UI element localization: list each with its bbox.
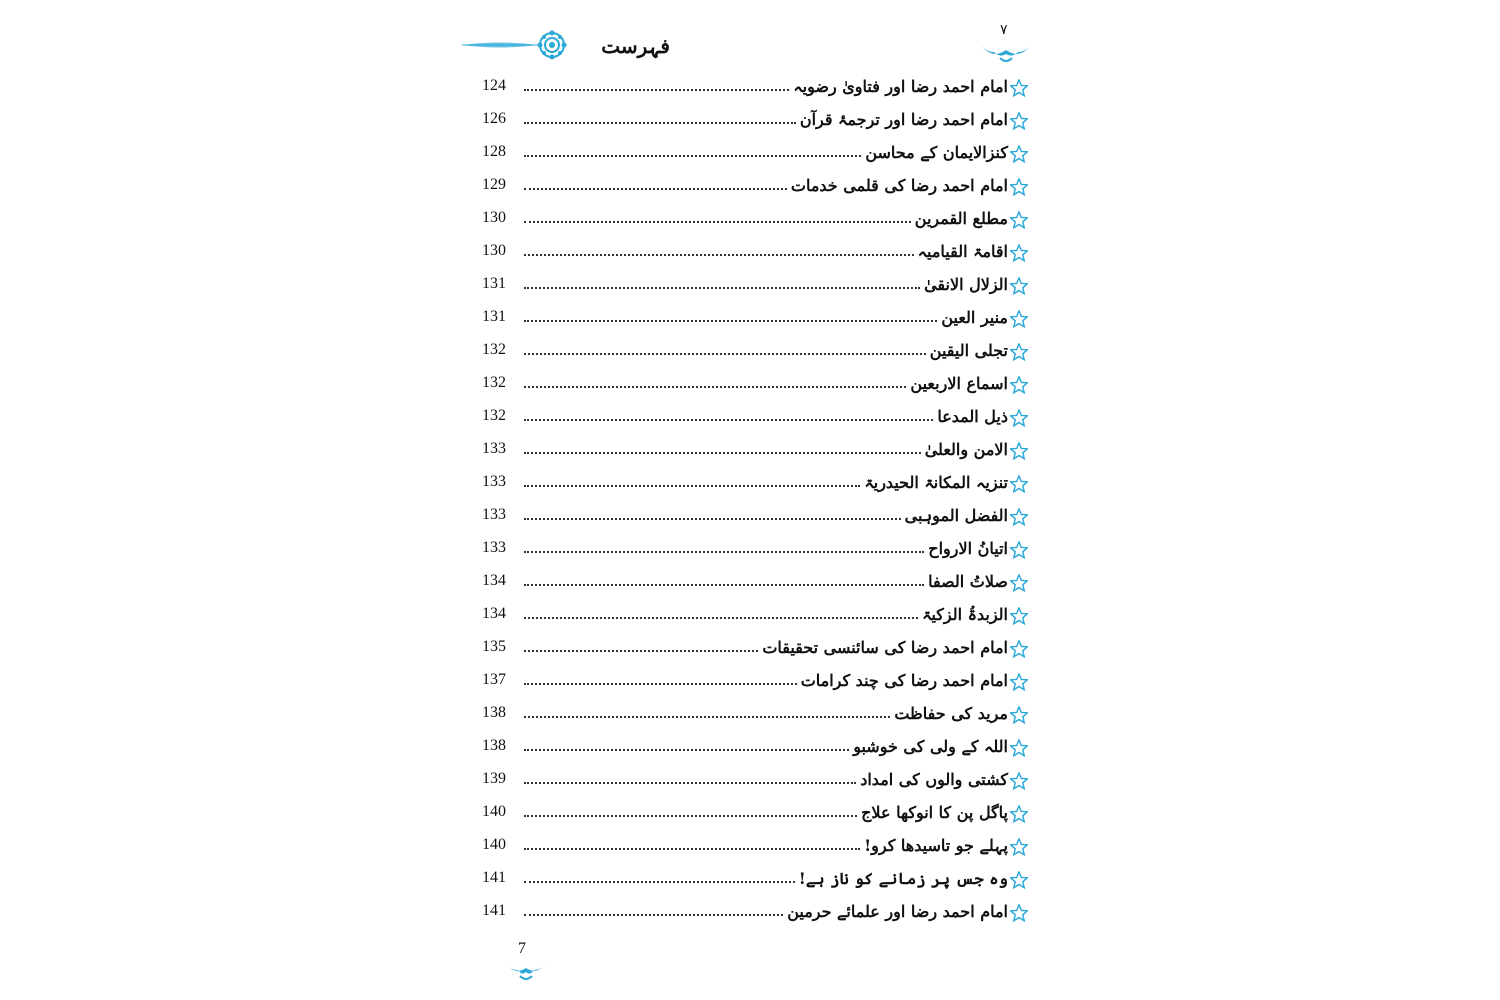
star-icon bbox=[1010, 310, 1028, 328]
toc-entry[interactable] bbox=[460, 735, 1040, 768]
leader-dots bbox=[524, 716, 890, 718]
leader-dots bbox=[524, 254, 914, 256]
leader-dots bbox=[524, 320, 937, 322]
star-icon bbox=[1010, 904, 1028, 922]
leader-dots bbox=[524, 419, 933, 421]
star-icon bbox=[1010, 838, 1028, 856]
footer-ornament-icon bbox=[504, 958, 548, 982]
toc-entry[interactable] bbox=[460, 438, 1040, 471]
toc-entry[interactable] bbox=[460, 174, 1040, 207]
toc-entry[interactable] bbox=[460, 141, 1040, 174]
toc-entry-page: 132 bbox=[482, 341, 506, 358]
toc-entry[interactable] bbox=[460, 240, 1040, 273]
toc-entry[interactable] bbox=[460, 75, 1040, 108]
toc-entry[interactable] bbox=[460, 867, 1040, 900]
toc-entry-title: الفضل الموہبی bbox=[904, 506, 1008, 525]
star-icon bbox=[1010, 739, 1028, 757]
toc-entry[interactable] bbox=[460, 834, 1040, 867]
toc-entry-title: پاگل پن کا انوکھا علاج bbox=[861, 803, 1008, 822]
toc-entry-page: 133 bbox=[482, 539, 506, 556]
star-icon bbox=[1010, 442, 1028, 460]
toc-entry-title: اتیانُ الارواح bbox=[928, 539, 1008, 558]
star-icon bbox=[1010, 772, 1028, 790]
toc-entry-page: 128 bbox=[482, 143, 506, 160]
toc-entry-title: مرید کی حفاظت bbox=[894, 704, 1008, 723]
toc-entry-title: تجلی الیقین bbox=[929, 341, 1008, 360]
leader-dots bbox=[524, 815, 857, 817]
toc-entry-page: 131 bbox=[482, 308, 506, 325]
toc-entry-page: 137 bbox=[482, 671, 506, 688]
leader-dots bbox=[524, 881, 795, 883]
toc-entry[interactable] bbox=[460, 471, 1040, 504]
star-icon bbox=[1010, 574, 1028, 592]
toc-entry-page: 134 bbox=[482, 572, 506, 589]
star-icon bbox=[1010, 541, 1028, 559]
toc-entry-page: 134 bbox=[482, 605, 506, 622]
leader-dots bbox=[524, 551, 924, 553]
toc-entry[interactable] bbox=[460, 108, 1040, 141]
leader-dots bbox=[524, 518, 901, 520]
toc-entry[interactable] bbox=[460, 900, 1040, 933]
toc-entry[interactable] bbox=[460, 504, 1040, 537]
star-icon bbox=[1010, 211, 1028, 229]
toc-entry-page: 133 bbox=[482, 440, 506, 457]
toc-entry-page: 139 bbox=[482, 770, 506, 787]
leader-dots bbox=[524, 848, 860, 850]
page-title: فہرست bbox=[601, 34, 670, 58]
star-icon bbox=[1010, 673, 1028, 691]
toc-entry-title: صلاتُ الصفا bbox=[928, 572, 1008, 591]
star-icon bbox=[1010, 409, 1028, 427]
leader-dots bbox=[524, 749, 849, 751]
leader-dots bbox=[524, 122, 796, 124]
star-icon bbox=[1010, 145, 1028, 163]
leader-dots bbox=[524, 287, 920, 289]
leader-dots bbox=[524, 155, 861, 157]
toc-entry-title: تنزیہ المکانۃ الحیدریۃ bbox=[864, 473, 1008, 492]
star-icon bbox=[1010, 178, 1028, 196]
leader-dots bbox=[524, 782, 856, 784]
toc-entry[interactable] bbox=[460, 636, 1040, 669]
book-page bbox=[460, 20, 1040, 990]
toc-entry-page: 131 bbox=[482, 275, 506, 292]
leader-dots bbox=[524, 914, 783, 916]
toc-entry-title: وہ جس پر زمانے کو ناز ہے! bbox=[798, 869, 1008, 888]
toc-entry-page: 141 bbox=[482, 869, 506, 886]
toc-entry-title: پہلے جو تاسیدھا کرو! bbox=[864, 836, 1008, 855]
toc-entry-page: 126 bbox=[482, 110, 506, 127]
leader-dots bbox=[524, 683, 797, 685]
toc-entry-title: کشتی والوں کی امداد bbox=[860, 770, 1008, 789]
toc-entry-page: 138 bbox=[482, 704, 506, 721]
star-icon bbox=[1010, 277, 1028, 295]
star-icon bbox=[1010, 805, 1028, 823]
toc-entry[interactable] bbox=[460, 537, 1040, 570]
leader-dots bbox=[524, 617, 918, 619]
leader-dots bbox=[524, 485, 860, 487]
toc-entry-title: الزبدۃُ الزکیۃ bbox=[922, 605, 1008, 624]
star-icon bbox=[1010, 706, 1028, 724]
toc-entry-page: 133 bbox=[482, 473, 506, 490]
toc-entry-page: 140 bbox=[482, 803, 506, 820]
leader-dots bbox=[524, 650, 758, 652]
star-icon bbox=[1010, 508, 1028, 526]
toc-entry-page: 141 bbox=[482, 902, 506, 919]
toc-entry-page: 135 bbox=[482, 638, 506, 655]
corner-ornament-icon bbox=[978, 38, 1034, 64]
toc-entry-title: امام احمد رضا اور ترجمۂ قرآن bbox=[799, 110, 1008, 129]
leader-dots bbox=[524, 386, 906, 388]
toc-entry-page: 124 bbox=[482, 77, 506, 94]
toc-entry[interactable] bbox=[460, 273, 1040, 306]
toc-entry-title: ذیل المدعا bbox=[937, 407, 1008, 426]
toc-entry-page: 133 bbox=[482, 506, 506, 523]
toc-entry[interactable] bbox=[460, 669, 1040, 702]
star-icon bbox=[1010, 475, 1028, 493]
toc-entry-title: الامن والعلیٰ bbox=[924, 440, 1008, 459]
toc-entry-title: اللہ کے ولی کی خوشبو bbox=[853, 737, 1008, 756]
floral-ornament-icon bbox=[460, 30, 570, 60]
leader-dots bbox=[524, 353, 926, 355]
toc-entry-title: امام احمد رضا کی قلمی خدمات bbox=[790, 176, 1008, 195]
toc-entry[interactable] bbox=[460, 603, 1040, 636]
star-icon bbox=[1010, 640, 1028, 658]
header-page-number: ۷ bbox=[1000, 22, 1008, 38]
toc-entry-page: 130 bbox=[482, 242, 506, 259]
star-icon bbox=[1010, 79, 1028, 97]
toc-entry-title: مطلع القمرین bbox=[914, 209, 1008, 228]
toc-entry-title: امام احمد رضا اور علمائے حرمین bbox=[787, 902, 1008, 921]
star-icon bbox=[1010, 376, 1028, 394]
toc-entry-page: 130 bbox=[482, 209, 506, 226]
toc-entry[interactable] bbox=[460, 207, 1040, 240]
toc-entry[interactable] bbox=[460, 306, 1040, 339]
star-icon bbox=[1010, 244, 1028, 262]
toc-entry-page: 138 bbox=[482, 737, 506, 754]
toc-entry-page: 132 bbox=[482, 407, 506, 424]
leader-dots bbox=[524, 221, 911, 223]
toc-entry-title: امام احمد رضا اور فتاویٰ رضویہ bbox=[793, 77, 1008, 96]
leader-dots bbox=[524, 89, 789, 91]
toc-entry-title: امام احمد رضا کی چند کرامات bbox=[800, 671, 1008, 690]
toc-entry-page: 129 bbox=[482, 176, 506, 193]
toc-entry-page: 132 bbox=[482, 374, 506, 391]
toc-entry[interactable] bbox=[460, 768, 1040, 801]
toc-entry-title: الزلال الانقیٰ bbox=[924, 275, 1008, 294]
toc-entry-title: کنزالایمان کے محاسن bbox=[865, 143, 1008, 162]
toc-entry[interactable] bbox=[460, 702, 1040, 735]
toc-entry[interactable] bbox=[460, 405, 1040, 438]
toc-entry[interactable] bbox=[460, 339, 1040, 372]
star-icon bbox=[1010, 343, 1028, 361]
star-icon bbox=[1010, 871, 1028, 889]
leader-dots bbox=[524, 188, 787, 190]
toc-entry[interactable] bbox=[460, 372, 1040, 405]
star-icon bbox=[1010, 607, 1028, 625]
toc-entry-title: اسماع الاربعین bbox=[910, 374, 1008, 393]
table-of-contents bbox=[460, 75, 1040, 933]
star-icon bbox=[1010, 112, 1028, 130]
toc-entry-page: 140 bbox=[482, 836, 506, 853]
toc-entry[interactable] bbox=[460, 570, 1040, 603]
leader-dots bbox=[524, 584, 924, 586]
toc-entry-title: منیر العین bbox=[941, 308, 1008, 327]
footer-page-number: 7 bbox=[518, 940, 526, 957]
leader-dots bbox=[524, 452, 921, 454]
toc-entry-title: امام احمد رضا کی سائنسی تحقیقات bbox=[762, 638, 1008, 657]
toc-entry[interactable] bbox=[460, 801, 1040, 834]
toc-entry-title: اقامۃ القیامیہ bbox=[917, 242, 1008, 261]
